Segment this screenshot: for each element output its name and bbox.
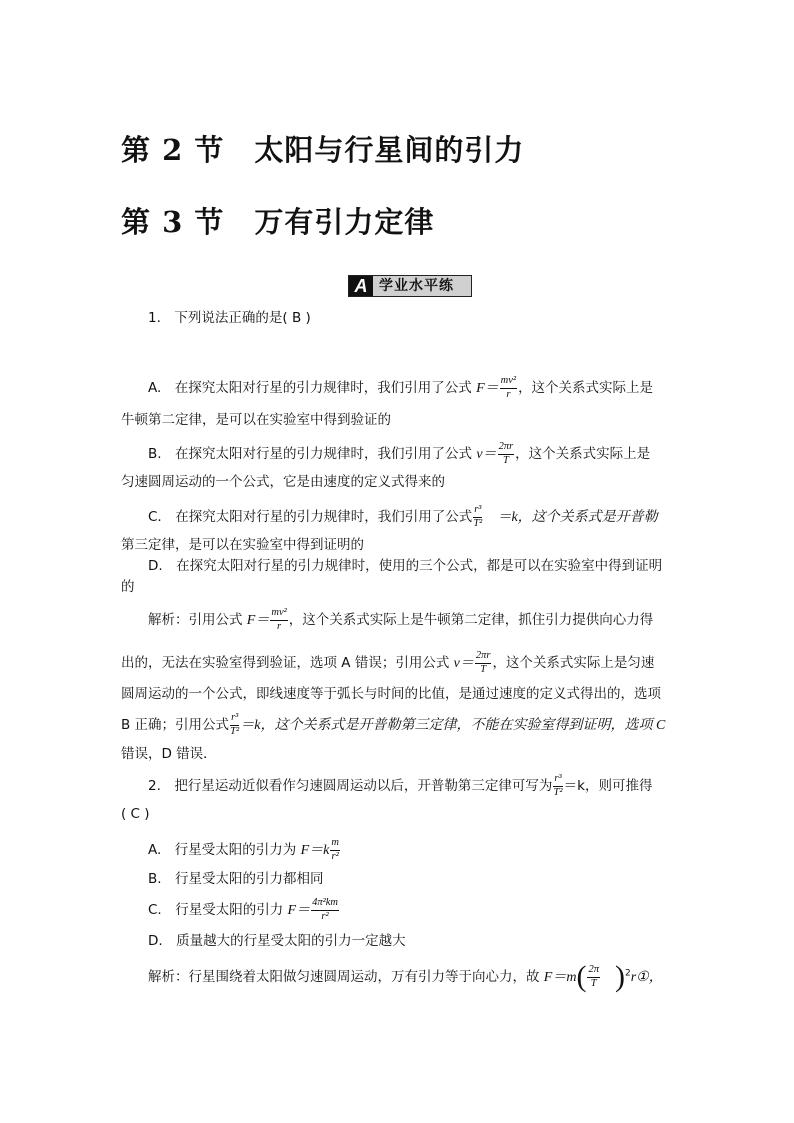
fraction: $\frac{m}{\text{r²}}$ — [331, 837, 339, 862]
section-title: 太阳与行星间的引力 — [254, 133, 525, 167]
q2-analysis-line1: 解析：行星围绕着太阳做匀速圆周运动，万有引力等于向心力，故 F＝m( $\frac{2\pi}{T}$ )$^2$r①， — [148, 960, 663, 993]
q1-option-d-line2: 的 — [121, 579, 135, 595]
fraction: $\frac{\text{r³}}{\text{T²}}$ — [553, 773, 563, 798]
fraction: $\frac{\text{mv²}}{r}$ — [271, 607, 287, 632]
q1-option-b: B. 在探究太阳对行星的引力规律时，我们引用了公式 v＝ $\frac{2\pi r}{T}$ ，这个关系式实际上是 — [148, 441, 651, 466]
question-2-stem: 2. 把行星运动近似看作匀速圆周运动以后，开普勒第三定律可写为 $\frac{\text{r³}}{\text{T²}}$ ＝k，则可推得 — [148, 773, 653, 798]
q2-option-d: D. 质量越大的行星受太阳的引力一定越大 — [148, 933, 406, 949]
q1-analysis-line3: 圆周运动的一个公式，即线速度等于弧长与时间的比值，是通过速度的定义式得出的，选项 — [121, 686, 661, 702]
q1-option-a-line2: 牛顿第二定律，是可以在实验室中得到验证的 — [121, 412, 391, 428]
q1-option-c: C. 在探究太阳对行星的引力规律时，我们引用了公式 $\frac{\text{r³}}{\text{T²}}$ ＝k，这个关系式是开普勒 — [148, 504, 658, 529]
q2-option-c: C. 行星受太阳的引力 F＝ $\frac{\text{4π²km}}{\text{r²}}$ — [148, 897, 338, 922]
fraction: $\frac{\text{r³}}{\text{T²}}$ — [230, 712, 240, 737]
q2-option-b: B. 行星受太阳的引力都相同 — [148, 871, 324, 887]
fraction: $\frac{\text{mv²}}{r}$ — [500, 375, 517, 400]
badge-letter: A — [349, 276, 373, 296]
section-title: 万有引力定律 — [254, 205, 435, 239]
section-heading-2 — [121, 128, 524, 169]
fraction: $\frac{2\pi}{T}$ — [588, 964, 599, 989]
q1-analysis-line4: B 正确；引用公式 $\frac{\text{r³}}{\text{T²}}$ ＝k，这个关系式是开普勒第三定律，不能在实验室得到证明，选项 C — [121, 712, 666, 737]
q1-option-b-line2: 匀速圆周运动的一个公式，它是由速度的定义式得来的 — [121, 474, 445, 490]
fraction: $\frac{\text{4π²km}}{\text{r²}}$ — [312, 897, 338, 922]
fraction: $\frac{2\pi r}{T}$ — [498, 441, 514, 466]
section-number: 第 3 节 — [121, 205, 225, 239]
fraction: $\frac{\text{r³}}{\text{T²}}$ — [473, 504, 483, 529]
q1-analysis-line5: 错误，D 错误． — [121, 746, 217, 762]
q1-option-c-line2: 第三定律，是可以在实验室中得到证明的 — [121, 537, 364, 553]
q1-analysis-line1: 解析：引用公式 F＝ $\frac{\text{mv²}}{r}$ ，这个关系式实际上是牛顿第二定律，抓住引力提供向心力得 — [148, 607, 654, 632]
q1-analysis-line2: 出的，无法在实验室得到验证，选项 A 错误；引用公式 v＝ $\frac{2\pi r}{T}$ ，这个关系式实际上是匀速 — [121, 650, 655, 675]
section-heading-3 — [121, 200, 434, 241]
question-1-stem: 1. 下列说法正确的是( B ) — [148, 310, 311, 326]
fraction: $\frac{2\pi r}{T}$ — [475, 650, 491, 675]
q2-option-a: A. 行星受太阳的引力为 F＝k $\frac{m}{\text{r²}}$ — [148, 837, 339, 862]
practice-level-badge — [348, 275, 472, 297]
q1-option-d: D. 在探究太阳对行星的引力规律时，使用的三个公式，都是可以在实验室中得到证明 — [148, 558, 663, 574]
question-2-answer: ( C ) — [121, 806, 150, 822]
q1-option-a: A. 在探究太阳对行星的引力规律时，我们引用了公式 F＝ $\frac{\text{mv²}}{r}$ ，这个关系式实际上是 — [148, 375, 654, 400]
badge-label: 学业水平练 — [373, 276, 471, 296]
section-number: 第 2 节 — [121, 133, 225, 167]
